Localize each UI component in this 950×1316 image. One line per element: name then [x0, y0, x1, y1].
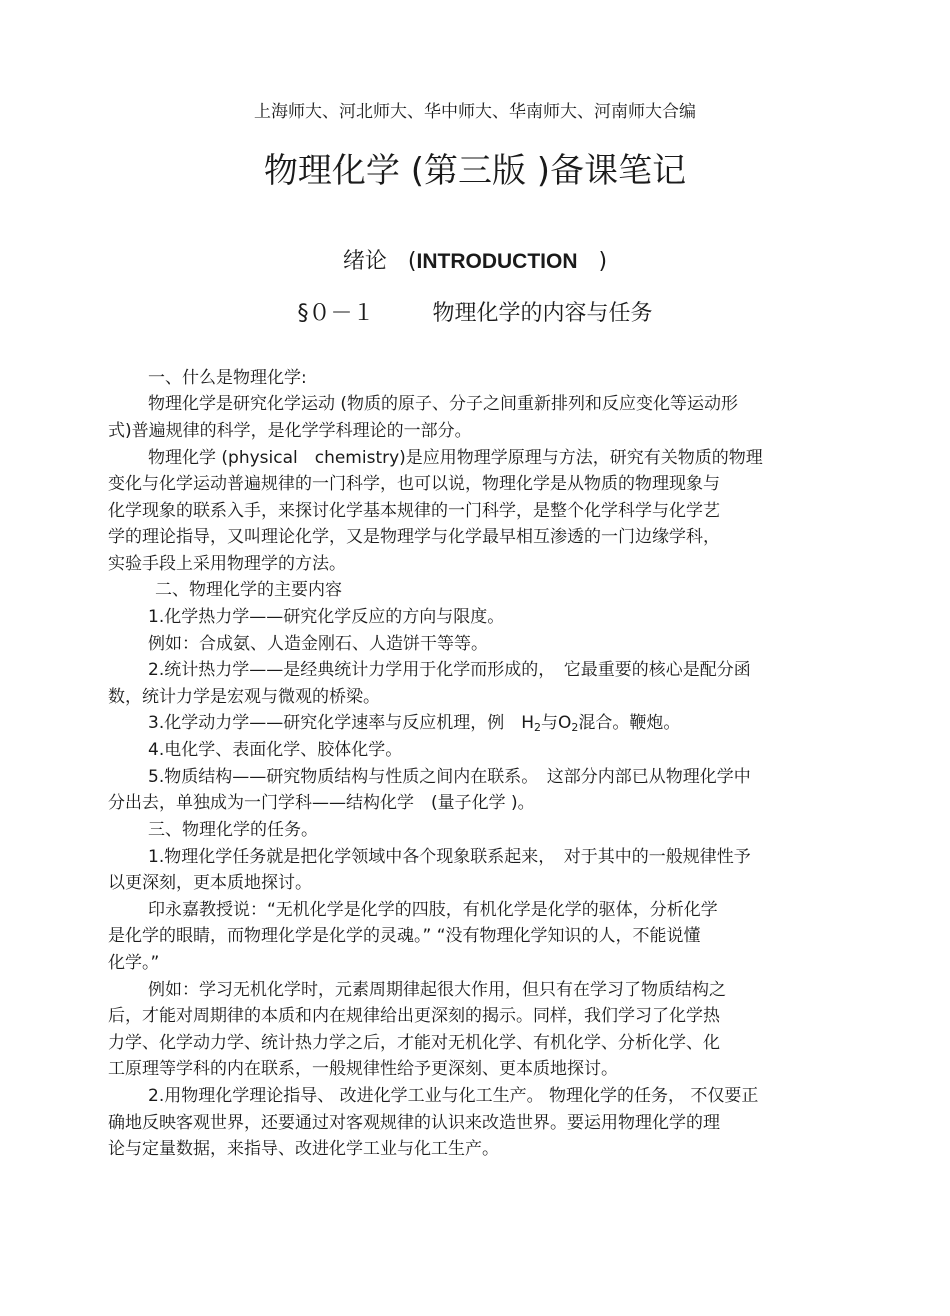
paragraph-line: 化学现象的联系入手，来探讨化学基本规律的一门科学，是整个化学科学与化学艺 [108, 501, 720, 521]
intro-en: INTRODUCTION [416, 250, 578, 273]
heading-what-is: 一、什么是物理化学: [148, 368, 307, 388]
formula-and: 与 [541, 713, 559, 733]
formula-o-subscript: 2 [571, 721, 579, 734]
paragraph-line: 确地反映客观世界，还要通过对客观规律的认识来改造世界。要运用物理化学的理 [108, 1113, 720, 1133]
list-item: 4.电化学、表面化学、胶体化学。 [148, 740, 403, 760]
paragraph-line: 数，统计力学是宏观与微观的桥梁。 [108, 687, 380, 707]
heading-main-content: 二、物理化学的主要内容 [155, 580, 342, 600]
paragraph-line: 实验手段上采用物理学的方法。 [108, 554, 346, 574]
heading-tasks: 三、物理化学的任务。 [148, 820, 318, 840]
list-item [148, 712, 680, 734]
paragraph-line: 物理化学 (physical chemistry)是应用物理学原理与方法，研究有关物质的物理 [148, 448, 763, 468]
list-item: 1.化学热力学——研究化学反应的方向与限度。 [148, 607, 505, 627]
quote-line: 化学。” [108, 953, 160, 973]
quote-line: 是化学的眼睛，而物理化学是化学的灵魂。” “没有物理化学知识的人，不能说懂 [108, 926, 701, 946]
section-number: §０－１ [297, 301, 375, 326]
page-title: 物理化学 (第三版 )备课笔记 [263, 151, 687, 191]
list-item: 1.物理化学任务就是把化学领域中各个现象联系起来， 对于其中的一般规律性予 [148, 847, 751, 867]
paragraph-line: 式)普遍规律的科学，是化学学科理论的一部分。 [108, 421, 472, 441]
publishers-line: 上海师大、河北师大、华中师大、华南师大、河南师大合编 [254, 102, 696, 122]
paragraph-line: 学的理论指导，又叫理论化学，又是物理学与化学最早相互渗透的一门边缘学科， [108, 527, 720, 547]
paragraph-line: 物理化学是研究化学运动 (物质的原子、分子之间重新排列和反应变化等运动形 [148, 394, 739, 414]
section-heading [0, 296, 950, 327]
quote-line: 印永嘉教授说：“无机化学是化学的四肢，有机化学是化学的驱体，分析化学 [148, 900, 718, 920]
kinetics-text: 3.化学动力学——研究化学速率与反应机理，例 [148, 713, 522, 733]
intro-zh: 绪论 [342, 249, 387, 274]
paragraph-line: 分出去，单独成为一门学科——结构化学 (量子化学 )。 [108, 793, 535, 813]
formula-rest: 混合。鞭炮。 [578, 713, 681, 733]
paragraph-line: 工原理等学科的内在联系，一般规律性给予更深刻、更本质地探讨。 [108, 1059, 618, 1079]
formula-h: H [521, 713, 535, 733]
paragraph-line: 论与定量数据，来指导、改进化学工业与化工生产。 [108, 1139, 499, 1159]
introduction-heading [0, 244, 950, 275]
intro-close-paren: ) [598, 249, 608, 274]
paragraph-line: 力学、化学动力学、统计热力学之后，才能对无机化学、有机化学、分析化学、化 [108, 1033, 720, 1053]
intro-open-paren: ( [407, 249, 417, 274]
paragraph-line: 例如：学习无机化学时，元素周期律起很大作用，但只有在学习了物质结构之 [148, 980, 726, 1000]
paragraph-line: 以更深刻，更本质地探讨。 [108, 873, 312, 893]
list-item: 2.用物理化学理论指导、 改进化学工业与化工生产。 物理化学的任务， 不仅要正 [148, 1086, 759, 1106]
paragraph-line: 例如：合成氨、人造金刚石、人造饼干等等。 [148, 634, 488, 654]
paragraph-line: 变化与化学运动普遍规律的一门科学，也可以说，物理化学是从物质的物理现象与 [108, 474, 720, 494]
list-item: 2.统计热力学——是经典统计力学用于化学而形成的， 它最重要的核心是配分函 [148, 660, 751, 680]
formula-o: O [558, 713, 572, 733]
paragraph-line: 后，才能对周期律的本质和内在规律给出更深刻的揭示。同样，我们学习了化学热 [108, 1006, 720, 1026]
formula-h-subscript: 2 [534, 721, 542, 734]
list-item: 5.物质结构——研究物质结构与性质之间内在联系。 这部分内部已从物理化学中 [148, 767, 751, 787]
section-title: 物理化学的内容与任务 [432, 301, 653, 326]
